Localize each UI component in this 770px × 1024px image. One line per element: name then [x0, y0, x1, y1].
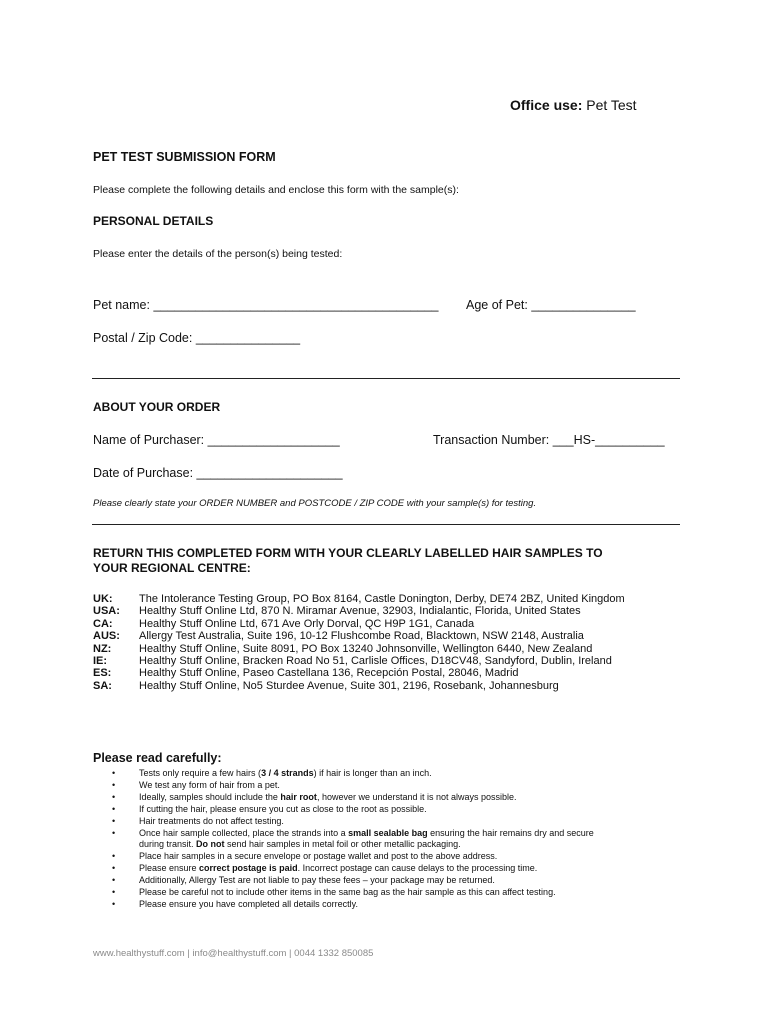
bullet-icon: •: [112, 803, 116, 814]
bullet-icon: •: [112, 779, 116, 790]
divider: [92, 378, 680, 379]
personal-instruction: Please enter the details of the person(s) being tested:: [93, 248, 343, 260]
centre-row-es: [93, 667, 625, 679]
bullet-icon: •: [112, 827, 116, 838]
centre-address: Healthy Stuff Online, Suite 8091, PO Box 13240 Johnsonville, Wellington 6440, New Zealand: [139, 642, 593, 655]
centre-code: UK:: [93, 593, 113, 605]
instructions-list: [112, 768, 672, 911]
list-item: • We test any form of hair from a pet.: [112, 779, 280, 790]
bullet-icon: •: [112, 887, 116, 898]
centre-address: Healthy Stuff Online Ltd, 671 Ave Orly Dorval, QC H9P 1G1, Canada: [139, 617, 475, 630]
centre-row-uk: [93, 593, 625, 605]
regional-centres-list: [93, 593, 625, 692]
centre-code: SA:: [93, 679, 112, 692]
postal-code-field[interactable]: Postal / Zip Code: _______________: [93, 331, 301, 345]
about-order-heading: ABOUT YOUR ORDER: [93, 400, 221, 414]
list-item: • Ideally, samples should include the hair root, however we understand it is not always possible.: [112, 791, 517, 802]
list-item: • Additionally, Allergy Test are not liable to pay these fees – your package may be returned.: [112, 875, 495, 886]
centre-address: The Intolerance Testing Group, PO Box 8164, Castle Donington, Derby, DE74 2BZ, United Kingdom: [139, 593, 625, 605]
bullet-icon: •: [112, 768, 116, 778]
list-item: • Please be careful not to include other items in the same bag as the hair sample as this can affect testing.: [112, 887, 556, 898]
transaction-number-field[interactable]: Transaction Number: ___HS-__________: [433, 433, 665, 447]
centre-address: Healthy Stuff Online, No5 Sturdee Avenue, Suite 301, 2196, Rosebank, Johannesburg: [139, 679, 559, 692]
centre-code: IE:: [93, 655, 108, 668]
return-heading-line1: RETURN THIS COMPLETED FORM WITH YOUR CLEARLY LABELLED HAIR SAMPLES TO: [93, 546, 603, 560]
office-use-value: Pet Test: [586, 97, 637, 113]
return-heading: [93, 546, 693, 576]
bullet-icon: •: [112, 815, 116, 826]
centre-address: Healthy Stuff Online, Paseo Castellana 136, Recepción Postal, 28046, Madrid: [139, 667, 519, 680]
office-use-label: Office use:: [510, 97, 583, 113]
purchase-date-field[interactable]: Date of Purchase: _____________________: [93, 466, 343, 480]
divider: [92, 524, 680, 525]
purchaser-name-field[interactable]: Name of Purchaser: ___________________: [93, 433, 340, 447]
centre-address: Healthy Stuff Online Ltd, 870 N. Miramar Avenue, 32903, Indialantic, Florida, United States: [139, 605, 581, 618]
centre-address: Allergy Test Australia, Suite 196, 10-12 Flushcombe Road, Blacktown, NSW 2148, Australia: [139, 630, 584, 643]
bullet-icon: •: [112, 875, 116, 886]
centre-row-ca: [93, 618, 625, 630]
form-intro: Please complete the following details and enclose this form with the sample(s):: [93, 184, 459, 196]
centre-row-sa: [93, 680, 625, 692]
read-carefully-heading: Please read carefully:: [93, 751, 222, 765]
bullet-icon: •: [112, 851, 116, 862]
list-item: • Tests only require a few hairs (3 / 4 strands) if hair is longer than an inch.: [112, 768, 432, 778]
list-item: • Once hair sample collected, place the strands into a small sealable bag ensuring the hair remains dry and secure during transit. Do not send hair samples in metal foil or other metallic packaging.: [112, 827, 594, 850]
centre-code: CA:: [93, 617, 113, 630]
bullet-icon: •: [112, 863, 116, 874]
form-title: PET TEST SUBMISSION FORM: [93, 150, 276, 164]
centre-row-ie: [93, 655, 625, 667]
centre-row-aus: [93, 630, 625, 642]
office-use: [510, 97, 637, 113]
footer-contact: www.healthystuff.com | info@healthystuff.com | 0044 1332 850085: [93, 948, 374, 959]
centre-code: AUS:: [93, 630, 120, 643]
list-item: • Hair treatments do not affect testing.: [112, 815, 284, 826]
centre-address: Healthy Stuff Online, Bracken Road No 51, Carlisle Offices, D18CV48, Sandyford, Dublin, Ireland: [139, 655, 612, 668]
centre-row-nz: [93, 643, 625, 655]
list-item: • Please ensure you have completed all details correctly.: [112, 898, 358, 909]
age-of-pet-field[interactable]: Age of Pet: _______________: [466, 298, 636, 312]
bullet-icon: •: [112, 898, 116, 909]
bullet-icon: •: [112, 791, 116, 802]
list-item: • Place hair samples in a secure envelope or postage wallet and post to the above address.: [112, 851, 498, 862]
centre-code: NZ:: [93, 642, 112, 655]
pet-name-field[interactable]: Pet name: _________________________________________: [93, 298, 439, 312]
personal-details-heading: PERSONAL DETAILS: [93, 214, 214, 228]
centre-code: ES:: [93, 667, 112, 680]
list-item: • If cutting the hair, please ensure you cut as close to the root as possible.: [112, 803, 427, 814]
centre-code: USA:: [93, 605, 120, 618]
centre-row-usa: [93, 605, 625, 617]
list-item: • Please ensure correct postage is paid. Incorrect postage can cause delays to the processing time.: [112, 863, 538, 874]
order-note: Please clearly state your ORDER NUMBER and POSTCODE / ZIP CODE with your sample(s) for testing.: [93, 498, 537, 509]
return-heading-line2: YOUR REGIONAL CENTRE:: [93, 561, 251, 575]
